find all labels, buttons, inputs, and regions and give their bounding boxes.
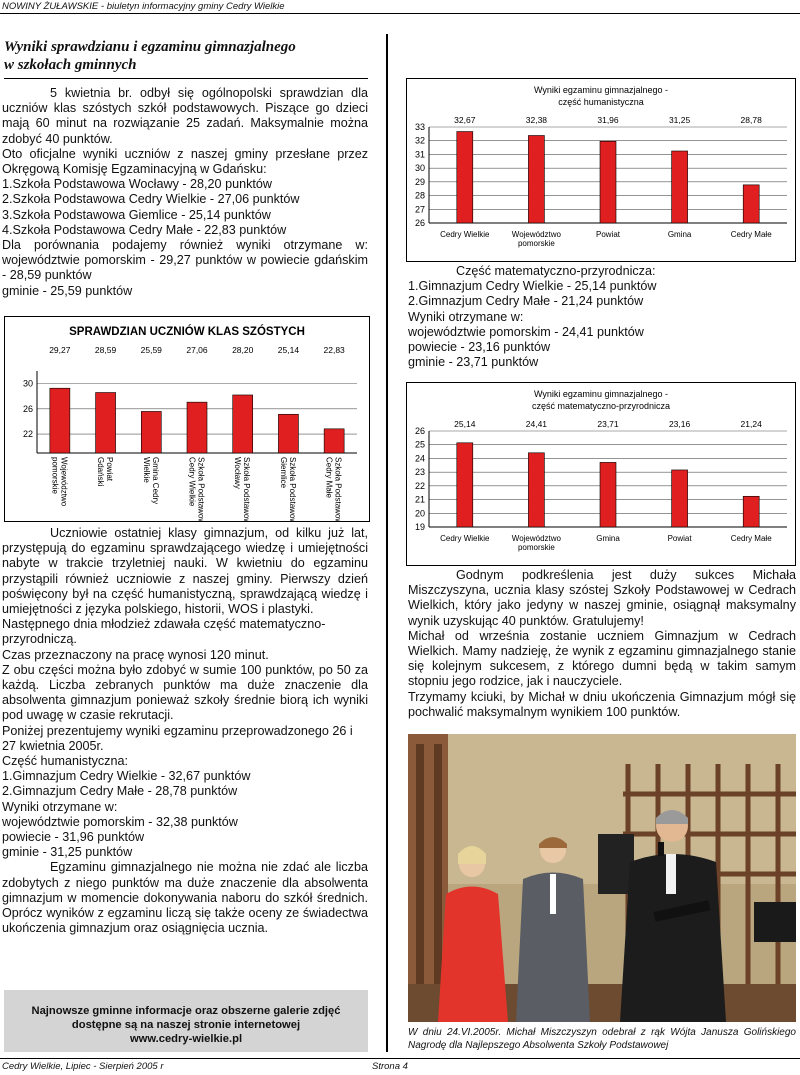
results-intro: Oto oficjalne wyniki uczniów z naszej gminy przesłane przez Okręgową Komisję Egzaminacyjną w Gdańsku: xyxy=(2,146,368,177)
data-label: 32,38 xyxy=(525,115,548,125)
success-paragraph-1: Godnym podkreślenia jest duży sukces Michała Miszczyszyna, ucznia klasy szóstej Szkoły Podstawowej w Cedrach Wielkich, który jako jedyny w naszej gminie, osiągnął maksymalny wynik uzyskując 40 punktów. Gratulujemy! xyxy=(408,568,796,628)
y-tick-label: 32 xyxy=(414,135,425,146)
chart-matematyczna xyxy=(406,382,796,566)
bar xyxy=(457,132,473,223)
article-title-line2: w szkołach gminnych xyxy=(4,57,137,73)
category-label xyxy=(325,457,343,521)
chart-sprawdzian xyxy=(4,316,370,522)
page-number: Strona 4 xyxy=(372,1061,408,1072)
chart-title: część matematyczno-przyrodnicza xyxy=(531,401,671,411)
chart-title: SPRAWDZIAN UCZNIÓW KLAS SZÓSTYCH xyxy=(69,326,305,338)
data-label: 25,59 xyxy=(140,345,162,355)
y-tick-label: 21 xyxy=(414,494,425,505)
bar xyxy=(278,414,298,453)
hum-other: województwie pomorskim - 32,38 punktów xyxy=(2,814,238,829)
title-rule xyxy=(4,78,368,79)
category-label-text: Szkoła PodstawowaCedry Wielkie xyxy=(187,457,206,521)
bar xyxy=(187,402,207,453)
y-tick-label: 26 xyxy=(22,403,33,414)
result-item: 1.Szkoła Podstawowa Wocławy - 28,20 punktów xyxy=(2,177,272,192)
bar xyxy=(600,462,616,527)
category-label: Cedry Wielkie xyxy=(440,230,490,239)
category-label-text: Szkoła PodstawowaGiemlice xyxy=(278,457,297,521)
mat-other: gminie - 23,71 punktów xyxy=(408,355,539,370)
gimn-paragraph-6: Egzaminu gimnazjalnego nie można nie zdać ale liczba zdobytych z niego punktów ma duże znaczenie dla absolwenta gimnazjum w momencie dokonywania naboru do szkół średnich. Oprócz wyników z egzaminu liczą się także oceny ze świadectwa ukończenia gimnazjum oraz osiągnięcia ucznia. xyxy=(2,860,368,936)
right-column-success xyxy=(408,568,796,720)
award-photo-svg xyxy=(408,734,796,1022)
bar xyxy=(96,393,116,453)
y-tick-label: 22 xyxy=(414,480,425,491)
y-tick-label: 31 xyxy=(414,149,425,160)
category-label-text: Województwopomorskie xyxy=(50,457,69,507)
y-tick-label: 26 xyxy=(414,426,425,436)
category-label: Cedry Wielkie xyxy=(440,534,490,543)
hum-heading: Część humanistyczna: xyxy=(2,754,128,769)
category-label-text: PowiatGdański xyxy=(96,457,115,487)
category-label-text: Szkoła PodstawowaWocławy xyxy=(233,457,252,521)
article-title-line1: Wyniki sprawdzianu i egzaminu gimnazjalnego xyxy=(4,39,296,55)
result-item: 4.Szkoła Podstawowa Cedry Małe - 22,83 punktów xyxy=(2,222,287,237)
hum-other: powiecie - 31,96 punktów xyxy=(2,830,145,845)
bar xyxy=(528,453,544,527)
category-label-text: Szkoła PodstawowaCedry Małe xyxy=(324,457,343,521)
category-label xyxy=(50,457,68,507)
footer-date: Cedry Wielkie, Lipiec - Sierpień 2005 r xyxy=(2,1061,164,1072)
bar xyxy=(233,395,253,453)
website-link[interactable]: www.cedry-wielkie.pl xyxy=(129,1033,243,1045)
category-label: Cedry Małe xyxy=(730,534,772,543)
column-divider xyxy=(386,34,388,1052)
category-label: Gmina xyxy=(667,230,692,239)
mat-result: 1.Gimnazjum Cedry Wielkie - 25,14 punktów xyxy=(408,279,657,294)
data-label: 28,78 xyxy=(740,115,762,125)
page-footer xyxy=(0,1058,800,1075)
gimn-paragraph-3: Czas przeznaczony na pracę wynosi 120 minut. xyxy=(2,647,269,662)
data-label: 28,20 xyxy=(232,345,254,355)
category-label: Cedry Małe xyxy=(730,230,772,239)
chart-title: Wyniki egzaminu gimnazjalnego - xyxy=(534,85,668,95)
category-label: pomorskie xyxy=(517,239,555,248)
bar xyxy=(743,185,759,223)
category-label: pomorskie xyxy=(517,543,555,552)
category-label: Powiat xyxy=(595,230,621,239)
data-label: 31,96 xyxy=(597,115,619,125)
y-tick-label: 29 xyxy=(414,176,425,187)
data-label: 24,41 xyxy=(525,419,548,429)
bar xyxy=(141,411,161,453)
result-item: 2.Szkoła Podstawowa Cedry Wielkie - 27,06 punktów xyxy=(2,192,300,207)
y-tick-label: 28 xyxy=(414,190,425,201)
result-item: 3.Szkoła Podstawowa Giemlice - 25,14 punktów xyxy=(2,207,271,222)
mat-heading: Część matematyczno-przyrodnicza: xyxy=(456,264,656,278)
info-line-1: Najnowsze gminne informacje oraz obszerne galerie zdjęć xyxy=(31,1005,341,1017)
gimn-paragraph-4: Z obu części można było zdobyć w sumie 100 punktów, po 50 za każdą. Liczba zebranych punktów ma duże znaczenie dla absolwenta gimnazjum ponieważ szkoły średnie biorą ich wyniki pod uwagę w czasie rekrutacji. xyxy=(2,662,368,723)
left-column-upper xyxy=(2,86,368,299)
y-tick-label: 23 xyxy=(414,467,425,478)
mat-other-heading: Wyniki otrzymane w: xyxy=(408,309,524,324)
award-photo xyxy=(408,734,796,1022)
y-tick-label: 27 xyxy=(414,204,425,215)
chart-humanistyczna xyxy=(406,78,796,262)
category-label xyxy=(233,457,251,521)
data-label: 25,14 xyxy=(277,345,300,355)
success-paragraph-2: Michał od września zostanie uczniem Gimnazjum w Cedrach Wielkich. Mamy nadzieję, że wynik z egzaminu gimnazjalnego stanie się kolejnym sukcesem, z którego dumni będą w takim samym stopniu jego rodzice, jak i nauczyciele. xyxy=(408,628,796,689)
bar xyxy=(672,470,688,527)
chart-matematyczna-svg xyxy=(407,383,795,565)
bar xyxy=(743,496,759,527)
bar xyxy=(50,388,70,453)
chart-humanistyczna-svg xyxy=(407,79,795,261)
right-column-mat xyxy=(408,264,796,370)
article-title xyxy=(4,38,364,74)
data-label: 29,27 xyxy=(49,345,71,355)
y-tick-label: 22 xyxy=(22,429,33,440)
data-label: 25,14 xyxy=(454,419,476,429)
chart-title: część humanistyczna xyxy=(558,97,644,107)
y-tick-label: 30 xyxy=(414,163,425,174)
hum-other-heading: Wyniki otrzymane w: xyxy=(2,799,118,814)
category-label xyxy=(96,457,114,487)
hum-result: 1.Gimnazjum Cedry Wielkie - 32,67 punktów xyxy=(2,769,251,784)
page-header: NOWINY ŻUŁAWSKIE - biuletyn informacyjny gminy Cedry Wielkie xyxy=(0,0,800,14)
bar xyxy=(672,151,688,223)
chart-title: Wyniki egzaminu gimnazjalnego - xyxy=(534,389,668,399)
bar xyxy=(528,136,544,223)
y-tick-label: 33 xyxy=(414,122,425,132)
website-info-box xyxy=(4,990,368,1052)
category-label-text: Gmina CedryWielkie xyxy=(141,457,160,505)
bar xyxy=(600,141,616,223)
hum-other: gminie - 31,25 punktów xyxy=(2,845,133,860)
chart-sprawdzian-svg xyxy=(5,317,369,521)
gimn-paragraph-5: Poniżej prezentujemy wyniki egzaminu przeprowadzonego 26 i 27 kwietnia 2005r. xyxy=(2,723,353,753)
category-label xyxy=(142,457,160,504)
category-label: Województwo xyxy=(511,534,562,543)
info-line-2: dostępne są na naszej stronie internetowej xyxy=(71,1019,301,1031)
gimn-paragraph-2: Następnego dnia młodzież zdawała część matematyczno-przyrodniczą. xyxy=(2,617,326,647)
y-tick-label: 24 xyxy=(414,453,425,464)
compare-paragraph: Dla porównania podajemy również wyniki otrzymane w: województwie pomorskim - 29,27 punktów w powiecie gdańskim - 28,59 punktów xyxy=(2,238,368,283)
data-label: 23,71 xyxy=(597,419,619,429)
intro-paragraph: 5 kwietnia br. odbył się ogólnopolski sprawdzian dla uczniów klas szóstych szkół podstawowych. Piszące go dzieci mają 60 minut na rozwiązanie 25 zadań. Maksymalnie można zdobyć 40 punktów. xyxy=(2,86,368,146)
mat-other: powiecie - 23,16 punktów xyxy=(408,340,551,355)
bar xyxy=(324,429,344,453)
success-paragraph-3: Trzymamy kciuki, by Michał w dniu ukończenia Gimnazjum mógł się pochwalić maksymalnym wynikiem 100 punktów. xyxy=(408,689,796,719)
mat-other: województwie pomorskim - 24,41 punktów xyxy=(408,324,644,339)
category-label: Województwo xyxy=(511,230,562,239)
y-tick-label: 20 xyxy=(414,508,425,519)
data-label: 28,59 xyxy=(94,345,117,355)
y-tick-label: 19 xyxy=(414,522,425,532)
y-tick-label: 25 xyxy=(414,439,425,450)
data-label: 21,24 xyxy=(740,419,762,429)
y-tick-label: 30 xyxy=(22,378,33,389)
gimn-paragraph-1: Uczniowie ostatniej klasy gimnazjum, od kilku już lat, przystępują do egzaminu sprawdzającego wiedzę i umiejętności nabyte w trakcie trzyletniej nauki. W kwietniu do egzaminu przystąpili również uczniowie z naszej gminy. Pierwszy dzień poświęcony był na część humanistyczną, sprawdzającą wiedzę i umiejętności z języka polskiego, historii, WOS i plastyki. xyxy=(2,526,368,617)
photo-caption: W dniu 24.VI.2005r. Michał Miszczyszyn odebrał z rąk Wójta Janusza Golińskiego Nagrodę dla Najlepszego Absolwenta Szkoły Podstawowej xyxy=(408,1027,796,1051)
category-label xyxy=(279,457,297,521)
category-label xyxy=(188,457,206,521)
category-label: Gmina xyxy=(596,534,620,543)
y-tick-label: 26 xyxy=(414,218,425,228)
bar xyxy=(457,443,473,527)
data-label: 27,06 xyxy=(186,345,208,355)
mat-result: 2.Gimnazjum Cedry Małe - 21,24 punktów xyxy=(408,294,644,309)
data-label: 31,25 xyxy=(668,115,691,125)
data-label: 32,67 xyxy=(454,115,476,125)
data-label: 23,16 xyxy=(668,419,691,429)
hum-result: 2.Gimnazjum Cedry Małe - 28,78 punktów xyxy=(2,784,238,799)
left-column-lower xyxy=(2,526,368,936)
compare-gmina: gminie - 25,59 punktów xyxy=(2,283,133,298)
category-label: Powiat xyxy=(667,534,692,543)
data-label: 22,83 xyxy=(323,345,345,355)
